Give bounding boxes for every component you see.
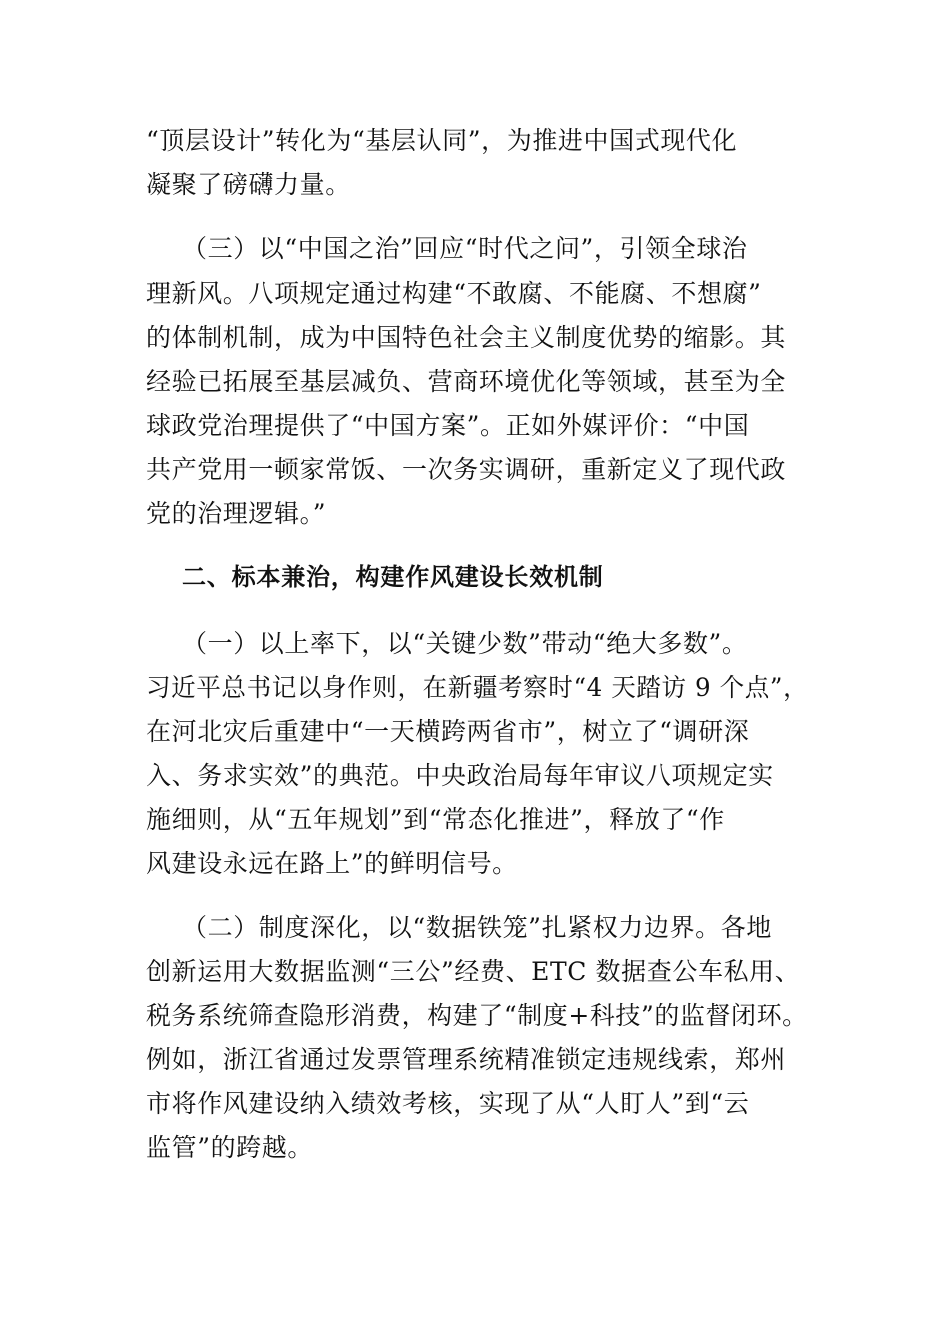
text-line: 的体制机制，成为中国特色社会主义制度优势的缩影。其 [146, 323, 787, 352]
text-line: “顶层设计”转化为“基层认同”，为推进中国式现代化 [146, 126, 738, 155]
text-line: 入、务求实效”的典范。中央政治局每年审议八项规定实 [146, 761, 774, 790]
text-line: 创新运用大数据监测“三公”经费、ETC 数据查公车私用、 [146, 957, 801, 986]
text-line: 凝聚了磅礴力量。 [146, 170, 351, 199]
text-line: 习近平总书记以身作则，在新疆考察时“4 天踏访 9 个点”， [146, 673, 809, 702]
text-line: 共产党用一顿家常饭、一次务实调研，重新定义了现代政 [146, 455, 787, 484]
text-line: 市将作风建设纳入绩效考核，实现了从“人盯人”到“云 [146, 1089, 750, 1118]
heading-text: 二、标本兼治，构建作风建设长效机制 [182, 563, 604, 591]
text-line: 在河北灾后重建中“一天横跨两省市”，树立了“调研深 [146, 717, 750, 746]
text-line: 税务系统筛查隐形消费，构建了“制度+科技”的监督闭环。 [146, 1001, 808, 1030]
text-line: 例如，浙江省通过发票管理系统精准锁定违规线索，郑州 [146, 1045, 787, 1074]
text-line: 球政党治理提供了“中国方案”。正如外媒评价：“中国 [146, 411, 750, 440]
text-line: （一）以上率下，以“关键少数”带动“绝大多数”。 [182, 629, 748, 658]
text-line: 风建设永远在路上”的鲜明信号。 [146, 849, 518, 878]
text-line: 施细则，从“五年规划”到“常态化推进”，释放了“作 [146, 805, 725, 834]
text-line: 监管”的跨越。 [146, 1133, 313, 1162]
text-line: 经验已拓展至基层减负、营商环境优化等领域，甚至为全 [146, 367, 787, 396]
text-line: 理新风。八项规定通过构建“不敢腐、不能腐、不想腐” [146, 279, 762, 308]
text-line: （二）制度深化，以“数据铁笼”扎紧权力边界。各地 [182, 913, 772, 942]
text-line: 党的治理逻辑。” [146, 499, 327, 528]
text-line: （三）以“中国之治”回应“时代之问”，引领全球治 [182, 234, 748, 263]
